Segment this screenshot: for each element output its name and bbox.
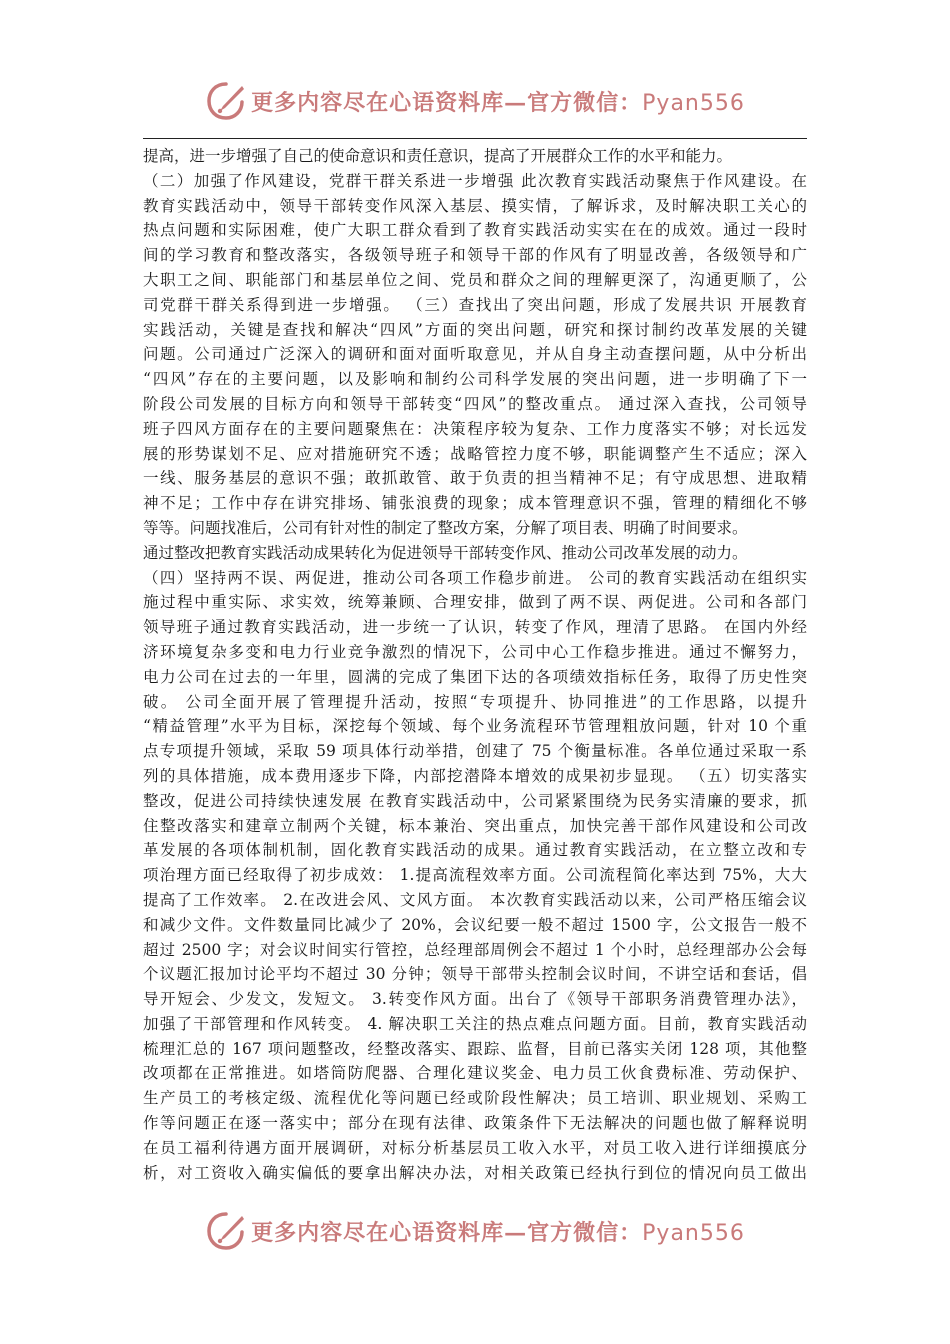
body-text-line: 施过程中重实际、求实效，统筹兼顾、合理安排，做到了两不误、两促进。公司和各部门 [143, 593, 807, 612]
document-body [143, 144, 807, 1194]
brush-logo-icon [205, 80, 247, 122]
body-text-line: 导开短会、少发文，发短文。 3.转变作风方面。出台了《领导干部职务消费管理办法》， [143, 990, 807, 1009]
body-text-line: 生产员工的考核定级、流程优化等问题已经或阶段性解决；员工培训、职业规划、采购工 [143, 1089, 807, 1108]
body-text-line: （四）坚持两不误、两促进，推动公司各项工作稳步前进。 公司的教育实践活动在组织实 [143, 568, 807, 587]
body-text-line: 问题。公司通过广泛深入的调研和面对面听取意见，并从自身主动查摆问题，从中分析出 [143, 345, 807, 364]
body-text-line: 和减少文件。文件数量同比减少了 20%，会议纪要一般不超过 1500 字，公文报告一般不 [143, 915, 807, 934]
body-text-line: “四风”存在的主要问题，以及影响和制约公司科学发展的突出问题，进一步明确了下一 [143, 370, 807, 389]
body-text-line: 领导班子通过教育实践活动，进一步统一了认识，转变了作风，理清了思路。 在国内外经 [143, 618, 807, 637]
body-text-line: 司党群干群关系得到进一步增强。 （三）查找出了突出问题，形成了发展共识 开展教育 [143, 295, 807, 314]
body-text-line: 展的形势谋划不足、应对措施研究不透；战略管控力度不够，职能调整产生不适应；深入 [143, 444, 807, 463]
body-text-line: 整改，促进公司持续快速发展 在教育实践活动中，公司紧紧围绕为民务实清廉的要求，抓 [143, 791, 807, 810]
body-text-line: 梳理汇总的 167 项问题整改，经整改落实、跟踪、监督，目前已落实关闭 128 项，其他整 [143, 1039, 807, 1058]
body-text-line: 电力公司在过去的一年里，圆满的完成了集团下达的各项绩效指标任务，取得了历史性突 [143, 667, 807, 686]
body-text-line: 项治理方面已经取得了初步成效： 1.提高流程效率方面。公司流程简化率达到 75%，大大 [143, 866, 807, 885]
body-text-line: 作等问题正在逐一落实中；部分在现有法律、政策条件下无法解决的问题也做了解释说明 [143, 1114, 807, 1133]
body-text-line: 住整改落实和建章立制两个关键，标本兼治、突出重点，加快完善干部作风建设和公司改 [143, 816, 807, 835]
body-text-line: 提高了工作效率。 2.在改进会风、文风方面。 本次教育实践活动以来，公司严格压缩会议 [143, 890, 807, 909]
body-text-line: 加强了干部管理和作风转变。 4. 解决职工关注的热点难点问题方面。目前，教育实践活动 [143, 1014, 807, 1033]
brush-logo-icon [205, 1210, 247, 1252]
body-text-line: 点专项提升领域，采取 59 项具体行动举措，创建了 75 个衡量标准。各单位通过采取一系 [143, 742, 807, 761]
body-text-line: 在员工福利待遇方面开展调研，对标分析基层员工收入水平，对员工收入进行详细摸底分 [143, 1138, 807, 1157]
body-text-line: 通过整改把教育实践活动成果转化为促进领导干部转变作风、推动公司改革发展的动力。 [143, 543, 748, 562]
header-divider [143, 138, 807, 139]
body-text-line: 实践活动，关键是查找和解决“四风”方面的突出问题，研究和探讨制约改革发展的关键 [143, 320, 807, 339]
body-text-line: 个议题汇报加讨论平均不超过 30 分钟；领导干部带头控制会议时间，不讲空话和套话，倡 [143, 965, 807, 984]
body-text-line: 析，对工资收入确实偏低的要拿出解决办法，对相关政策已经执行到位的情况向员工做出 [143, 1163, 807, 1182]
body-text-line: 列的具体措施，成本费用逐步下降，内部挖潜降本增效的成果初步显现。 （五）切实落实 [143, 766, 807, 785]
body-text-line: 一线、服务基层的意识不强；敢抓敢管、敢于负责的担当精神不足；有守成思想、进取精 [143, 469, 807, 488]
header-watermark-text: 更多内容尽在心语资料库—官方微信：Pyan556 [251, 89, 745, 116]
body-text-line: 阶段公司发展的目标方向和领导干部转变“四风”的整改重点。 通过深入查找，公司领导 [143, 394, 807, 413]
footer-watermark-banner [0, 1206, 950, 1256]
body-text-line: 班子四风方面存在的主要问题聚焦在：决策程序较为复杂、工作力度落实不够；对长远发 [143, 419, 807, 438]
body-text-line: 破。 公司全面开展了管理提升活动，按照“专项提升、协同推进”的工作思路，以提升 [143, 692, 807, 711]
body-text-line: 济环境复杂多变和电力行业竞争激烈的情况下，公司中心工作稳步推进。通过不懈努力， [143, 642, 807, 661]
body-text-line: 热点问题和实际困难，使广大职工群众看到了教育实践活动实实在在的成效。通过一段时 [143, 221, 807, 240]
body-text-line: 教育实践活动中，领导干部转变作风深入基层、摸实情，了解诉求，及时解决职工关心的 [143, 196, 807, 215]
body-text-line: 革发展的各项体制机制，固化教育实践活动的成果。通过教育实践活动，在立整立改和专 [143, 841, 807, 860]
body-text-line: 等等。问题找准后，公司有针对性的制定了整改方案，分解了项目表、明确了时间要求。 [143, 518, 748, 537]
footer-watermark-text: 更多内容尽在心语资料库—官方微信：Pyan556 [251, 1219, 745, 1246]
body-text-line: （二）加强了作风建设，党群干群关系进一步增强 此次教育实践活动聚焦于作风建设。在 [143, 171, 807, 190]
body-text-line: 提高，进一步增强了自己的使命意识和责任意识，提高了开展群众工作的水平和能力。 [143, 147, 733, 165]
body-text-line: 改项都在正常推进。如塔筒防爬器、合理化建议奖金、电力员工伙食费标准、劳动保护、 [143, 1064, 807, 1083]
body-text-line: “精益管理”水平为目标，深挖每个领域、每个业务流程环节管理粗放问题，针对 10 个重 [143, 717, 807, 736]
body-text-line: 间的学习教育和整改落实，各级领导班子和领导干部的作风有了明显改善，各级领导和广 [143, 246, 807, 265]
body-text-line: 超过 2500 字；对会议时间实行管控，总经理部周例会不超过 1 个小时，总经理部办公会每 [143, 940, 807, 959]
body-text-line: 神不足；工作中存在讲究排场、铺张浪费的现象；成本管理意识不强，管理的精细化不够 [143, 494, 807, 513]
body-text-line: 大职工之间、职能部门和基层单位之间、党员和群众之间的理解更深了，沟通更顺了，公 [143, 270, 807, 289]
header-watermark-banner [0, 76, 950, 126]
